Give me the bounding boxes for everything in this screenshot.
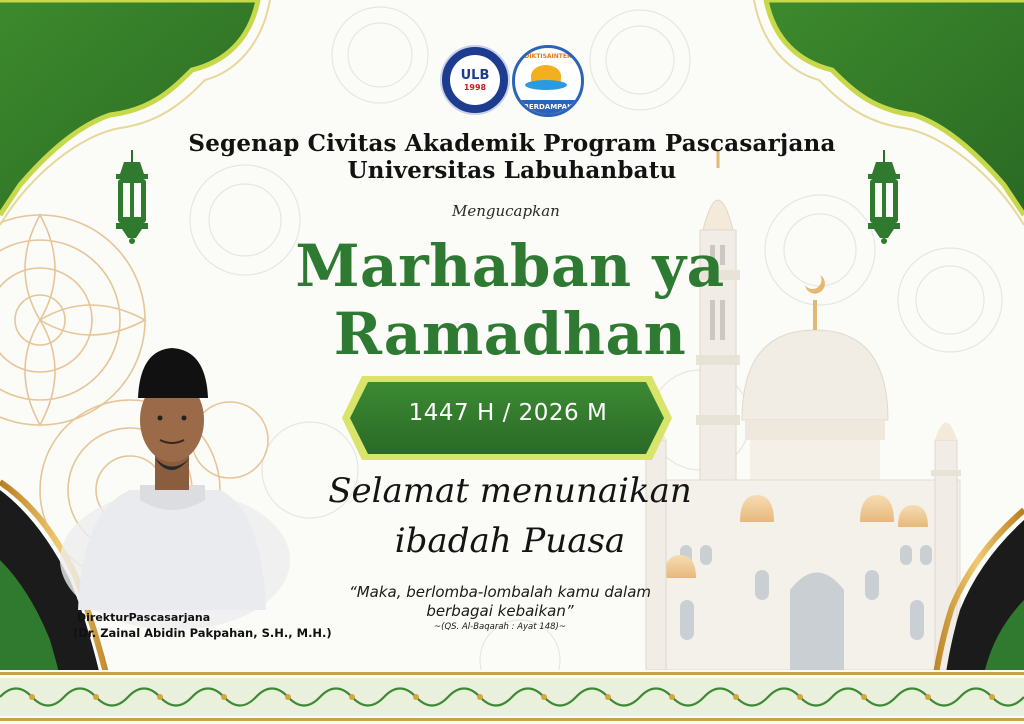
mengucapkan-text: Mengucapkan	[452, 202, 560, 220]
greeting-line-2: ibadah Puasa	[394, 521, 626, 561]
ulb-logo	[440, 45, 510, 115]
ulb-logo-center: ULB	[460, 68, 490, 83]
bottom-ornament-border	[0, 670, 1024, 724]
signature-name: (Dr. Zainal Abidin Pakpahan, S.H., M.H.)	[73, 626, 332, 640]
quote-line-1: “Maka, berlomba-lombalah kamu dalam	[348, 583, 652, 601]
diktisaintek-top-text: DIKTISAINTEK	[524, 53, 572, 60]
diktisaintek-wave-icon	[525, 80, 567, 90]
diktisaintek-bottom-text: BERDAMPAK	[515, 100, 581, 114]
header-line-2: Universitas Labuhanbatu	[347, 157, 677, 184]
ulb-logo-year: 1998	[463, 83, 487, 92]
greeting-line-1: Selamat menunaikan	[328, 471, 692, 511]
signature-role: DirekturPascasarjana	[77, 611, 211, 624]
quote-line-2: berbagai kebaikan”	[426, 602, 574, 620]
diktisaintek-logo	[512, 45, 584, 117]
quote-source: ~(QS. Al-Baqarah : Ayat 148)~	[434, 622, 566, 632]
title-line-2: Ramadhan	[333, 300, 687, 368]
year-badge-text: 1447 H / 2026 M	[408, 400, 608, 426]
mosque-illustration	[646, 150, 961, 670]
director-portrait	[60, 348, 290, 630]
header-line-1: Segenap Civitas Akademik Program Pascasarjana	[188, 130, 836, 157]
title-line-1: Marhaban ya	[295, 232, 725, 300]
